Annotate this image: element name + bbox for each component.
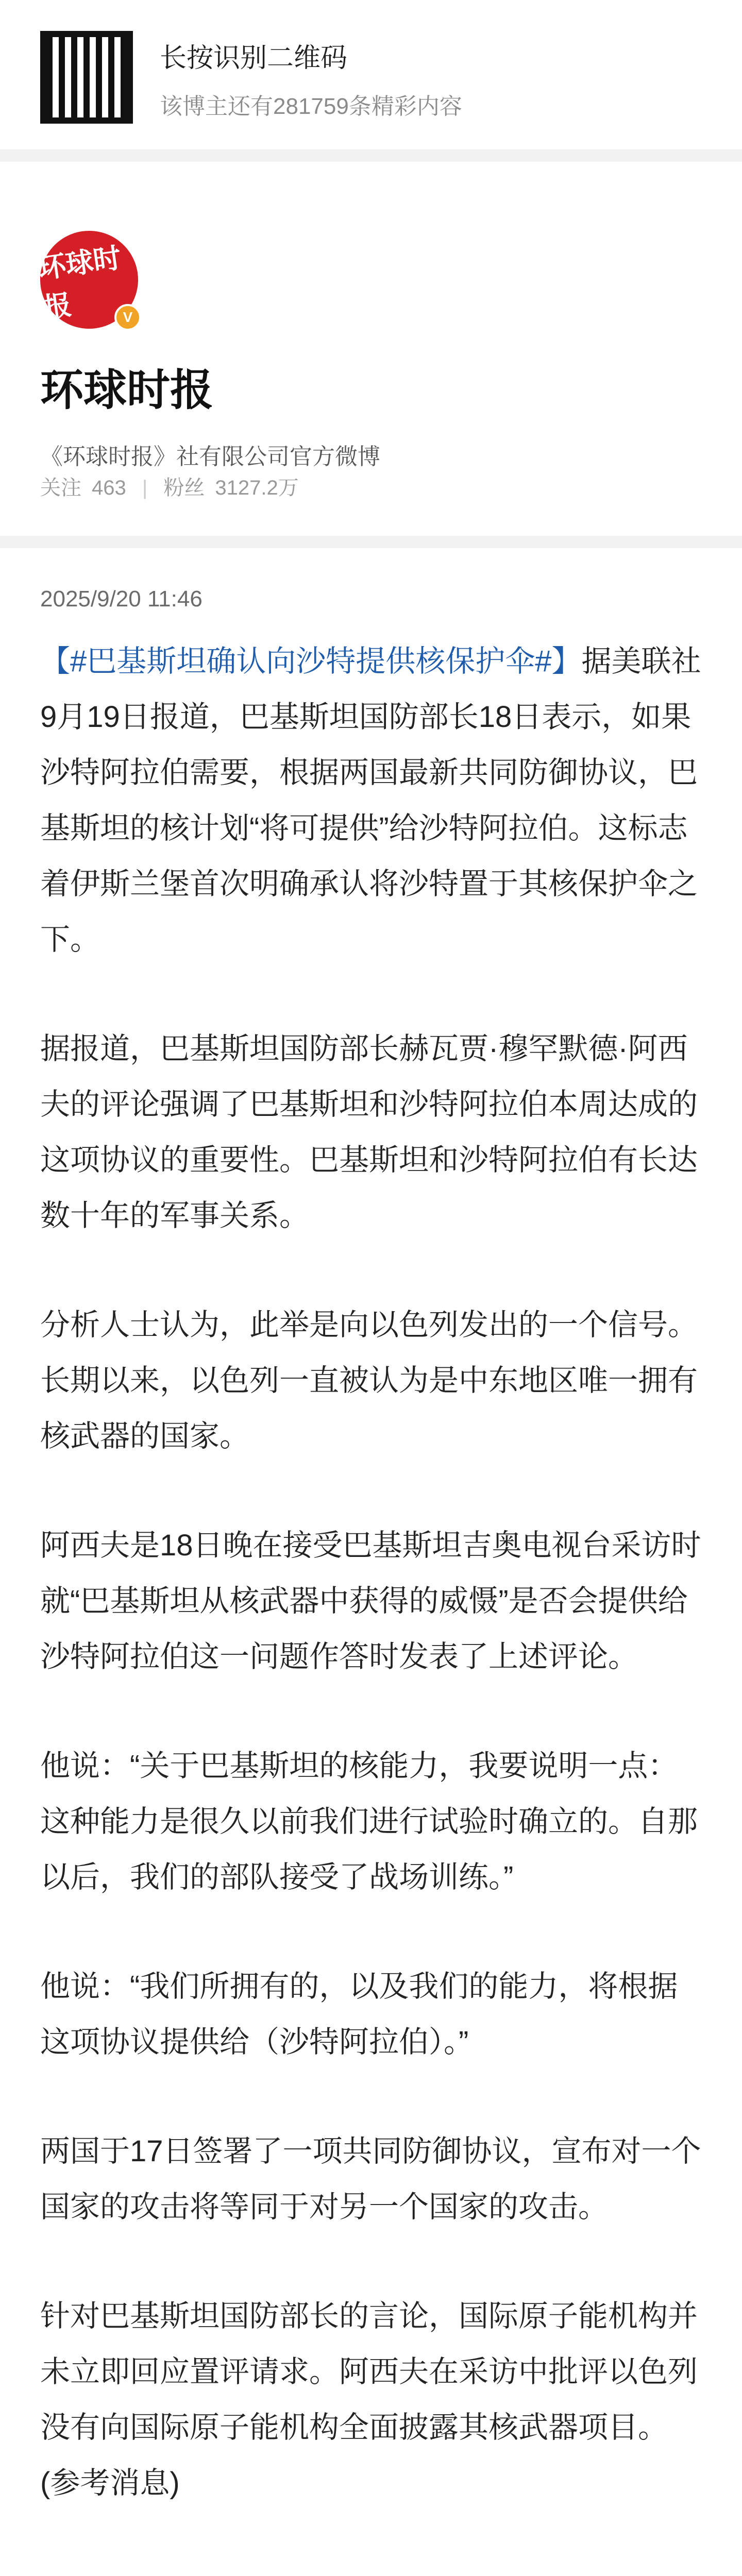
paragraph: 他说：“关于巴基斯坦的核能力，我要说明一点：这种能力是很久以前我们进行试验时确立的。自那以后，我们的部队接受了战场训练。” (40, 1749, 698, 1894)
account-name[interactable]: 环球时报 (40, 366, 214, 414)
paragraph: 针对巴基斯坦国防部长的言论，国际原子能机构并未立即回应置评请求。阿西夫在采访中批评以色列没有向国际原子能机构全面披露其核武器项目。(参考消息) (40, 2299, 698, 2500)
paragraph-text: 据美联社9月19日报道，巴基斯坦国防部长18日表示，如果沙特阿拉伯需要，根据两国最新共同防御协议，巴基斯坦的核计划“将可提供”给沙特阿拉伯。这标志着伊斯兰堡首次明确承认将沙特置于其核保护伞之下。 (40, 645, 701, 956)
qr-code-small[interactable] (40, 31, 133, 124)
hashtag-link[interactable]: 【#巴基斯坦确认向沙特提供核保护伞#】 (40, 645, 582, 678)
banner-title: 长按识别二维码 (160, 43, 348, 73)
paragraph: 两国于17日签署了一项共同防御协议，宣布对一个国家的攻击将等同于对另一个国家的攻击。 (40, 2134, 701, 2224)
paragraph (40, 634, 705, 968)
paragraph: 分析人士认为，此举是向以色列发出的一个信号。长期以来，以色列一直被认为是中东地区唯一拥有核武器的国家。 (40, 1308, 698, 1453)
paragraph: 据报道，巴基斯坦国防部长赫瓦贾·穆罕默德·阿西夫的评论强调了巴基斯坦和沙特阿拉伯本周达成的这项协议的重要性。巴基斯坦和沙特阿拉伯有长达数十年的军事关系。 (40, 1032, 698, 1232)
verified-badge-icon: V (114, 304, 141, 331)
qr-banner[interactable] (0, 0, 742, 149)
avatar-logo-text: 环球时报 (36, 241, 123, 325)
follow-count: 463 (92, 477, 126, 499)
account-stats: 关注 463 | 粉丝 3127.2万 (40, 477, 299, 499)
post-body (40, 634, 705, 2565)
banner-subtitle: 该博主还有281759条精彩内容 (160, 94, 462, 119)
divider (0, 536, 742, 548)
account-description: 《环球时报》社有限公司官方微博 (40, 444, 380, 469)
fans-label: 粉丝 (163, 477, 205, 499)
fans-count: 3127.2万 (215, 477, 299, 499)
post-time: 2025/9/20 11:46 (40, 586, 203, 612)
paragraph: 他说：“我们所拥有的，以及我们的能力，将根据这项协议提供给（沙特阿拉伯）。” (40, 1970, 678, 2059)
paragraph: 阿西夫是18日晚在接受巴基斯坦吉奥电视台采访时就“巴基斯坦从核武器中获得的威慑”是否会提供给沙特阿拉伯这一问题作答时发表了上述评论。 (40, 1529, 701, 1673)
divider (0, 149, 742, 162)
follow-label: 关注 (40, 477, 81, 499)
